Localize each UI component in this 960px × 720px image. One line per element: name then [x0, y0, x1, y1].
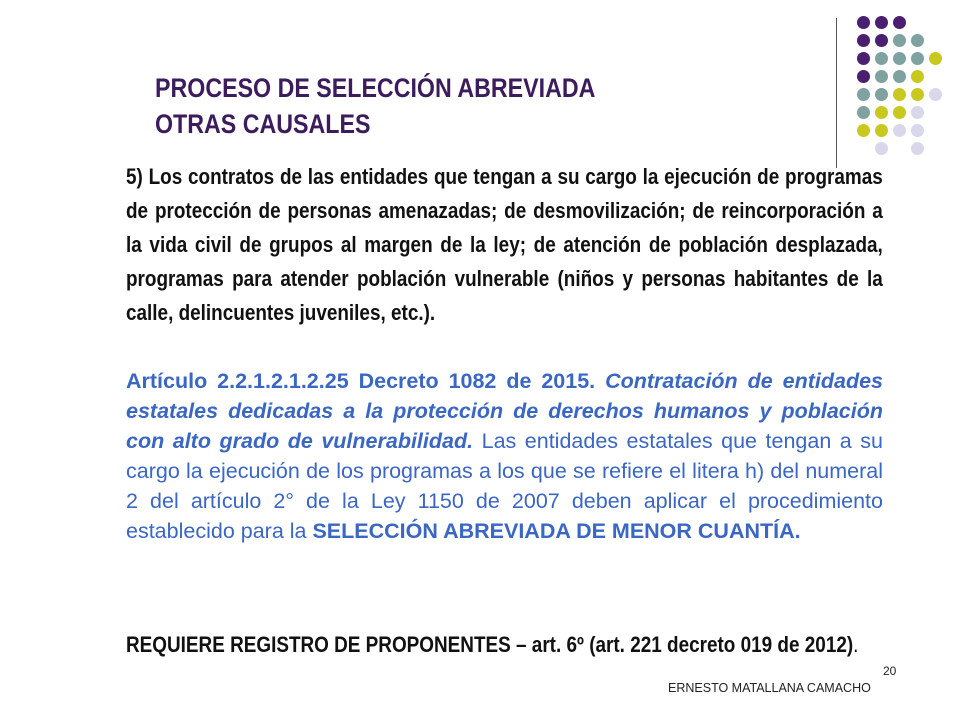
dot	[893, 16, 906, 29]
title-line-2: OTRAS CAUSALES	[155, 109, 371, 139]
dot	[911, 34, 924, 47]
dot	[857, 106, 870, 119]
requirement-line	[126, 628, 883, 662]
dot	[911, 142, 924, 155]
dot	[893, 88, 906, 101]
dot	[857, 16, 870, 29]
dot	[875, 52, 888, 65]
article-reference: Artículo 2.2.1.2.1.2.25 Decreto 1082 de 2015.	[126, 369, 596, 393]
requirement-bold: REQUIERE REGISTRO DE PROPONENTES – art. 6º (art. 221 decreto 019 de 2012)	[126, 632, 854, 657]
dot	[911, 106, 924, 119]
title-line-1: PROCESO DE SELECCIÓN ABREVIADA	[155, 73, 596, 103]
requirement-tail: .	[853, 632, 859, 657]
page-number: 20	[883, 664, 897, 678]
dot	[911, 70, 924, 83]
article-emphasis: SELECCIÓN ABREVIADA DE MENOR CUANTÍA.	[312, 519, 801, 543]
dot	[857, 88, 870, 101]
dot	[857, 52, 870, 65]
dot	[875, 124, 888, 137]
dot	[875, 106, 888, 119]
dot	[929, 88, 942, 101]
article-title: Contratación de entidades estatales dedicadas a la protección de derechos humanos y población con alto grado de vulnerabilidad.	[126, 369, 883, 453]
dot	[911, 124, 924, 137]
paragraph-contracts-text: 5) Los contratos de las entidades que tengan a su cargo la ejecución de programas de protección de personas amenazadas; de desmovilización; de reincorporación a la vida civil de grupos al margen de la ley; de atención de población desplazada, programas para atender población vulnerable (niños y personas habitantes de la calle, delincuentes juveniles, etc.).	[126, 164, 883, 325]
dot	[857, 124, 870, 137]
vertical-divider	[836, 18, 837, 168]
dot	[893, 70, 906, 83]
dot	[893, 52, 906, 65]
dot	[875, 142, 888, 155]
dot	[911, 88, 924, 101]
dot	[875, 34, 888, 47]
author-footer: ERNESTO MATALLANA CAMACHO	[668, 681, 871, 695]
dot	[911, 52, 924, 65]
dot	[893, 106, 906, 119]
dot	[857, 34, 870, 47]
dot	[875, 16, 888, 29]
dot	[857, 70, 870, 83]
article-text: Las entidades estatales que tengan a su cargo la ejecución de los programas a los que se refiere el litera h) del numeral 2 del artículo 2° de la Ley 1150 de 2007 deben aplicar el procedimiento establecido para la	[126, 429, 883, 543]
dot	[875, 70, 888, 83]
dot	[929, 52, 942, 65]
dot	[893, 34, 906, 47]
paragraph-article	[126, 366, 883, 546]
dot	[893, 124, 906, 137]
dot	[875, 88, 888, 101]
slide-title	[155, 70, 595, 142]
paragraph-contracts	[126, 160, 882, 330]
requirement-note	[126, 628, 883, 662]
